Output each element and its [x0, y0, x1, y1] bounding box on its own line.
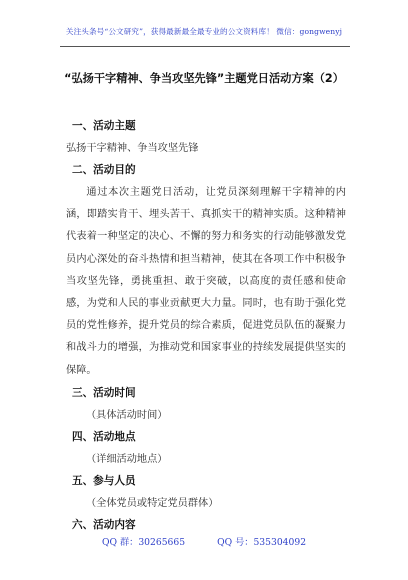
section-heading-location: 四、活动地点	[72, 430, 136, 443]
section-heading-purpose: 二、活动目的	[72, 164, 136, 176]
footer-contact	[0, 534, 408, 548]
section-text-time: （具体活动时间）	[86, 409, 168, 421]
document-title: “弘扬干字精神、争当攻坚先锋”主题党日活动方案（2）	[64, 72, 344, 85]
document-body	[66, 116, 346, 537]
footer-qq-number: QQ 号：535304092	[217, 537, 307, 548]
section-paragraph-purpose: 通过本次主题党日活动，让党员深刻理解干字精神的内涵，即踏实肯干、埋头苦干、真抓实干的精神实质。这种精神代表着一种坚定的决心、不懈的努力和务实的行动能够激发党员内心深处的奋斗热情和担当精神，使其在各项工作中积极争当攻坚先锋，勇挑重担、敢于突破，以高度的责任感和使命感，为党和人民的事业贡献更大力量。同时，也有助于强化党员的党性修养，提升党员的综合素质，促进党员队伍的凝聚力和战斗力的增强，为推动党和国家事业的持续发展提供坚实的保障。	[66, 187, 346, 376]
header-divider	[60, 46, 350, 47]
section-heading-content: 六、活动内容	[72, 518, 136, 531]
section-text-location: （详细活动地点）	[86, 453, 168, 465]
section-heading-theme: 一、活动主题	[72, 120, 136, 132]
footer-qq-group: QQ 群：30265665	[101, 537, 186, 548]
section-heading-participants: 五、参与人员	[72, 474, 136, 487]
header-note: 关注头条号“公文研究”，获得最新最全最专业的公文资料库！ 微信：gongwenyj	[65, 27, 343, 36]
section-text-participants: （全体党员或特定党员群体）	[86, 497, 219, 509]
section-text-theme: 弘扬干字精神、争当攻坚先锋	[66, 143, 199, 154]
section-heading-time: 三、活动时间	[72, 386, 136, 399]
